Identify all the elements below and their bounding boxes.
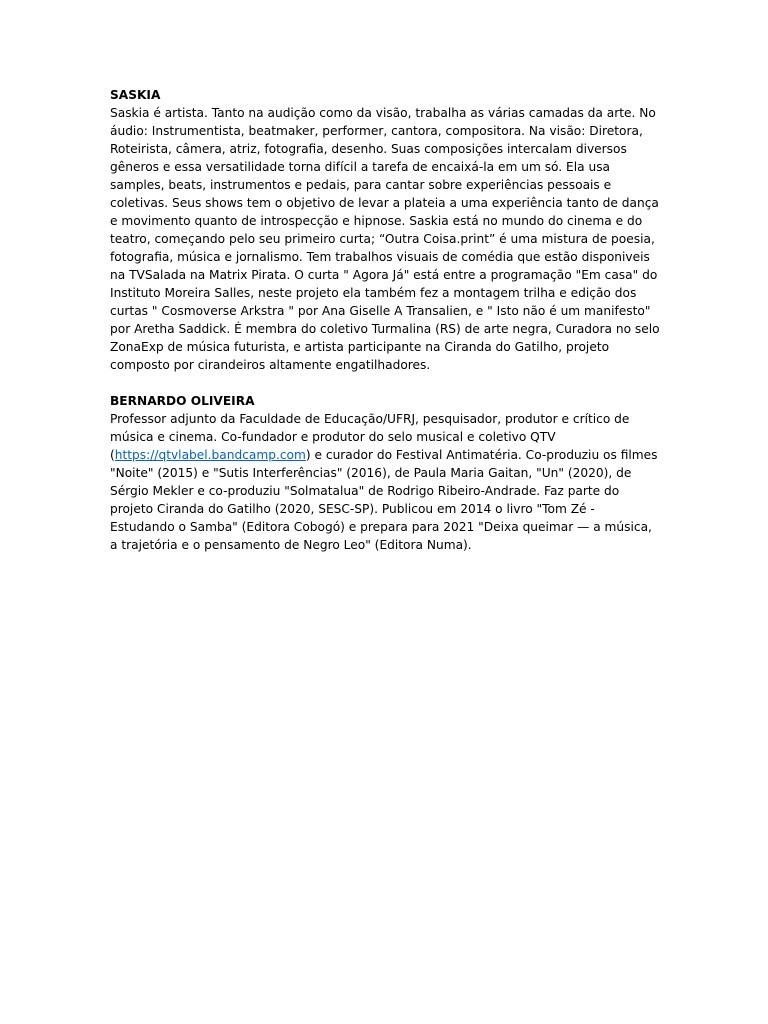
section-heading-bernardo: BERNARDO OLIVEIRA (110, 394, 255, 408)
bio-text-bernardo (110, 410, 660, 554)
bio-text-bernardo-part2: ) e curador do Festival Antimatéria. Co-produziu os filmes "Noite" (2015) e "Sutis Interferências" (2016), de Paula Maria Gaitan, "Un" (2020), de Sérgio Mekler e co-produziu "Solmatalua" de Rodrigo Ribeiro-Andrade. Faz parte do projeto Ciranda do Gatilho (2020, SESC-SP). Publicou em 2014 o livro "Tom Zé - Estudando o Samba" (Editora Cobogó) e prepara para 2021 "Deixa queimar — a música, a trajetória e o pensamento de Negro Leo" (Editora Numa). (110, 448, 658, 552)
bio-text-saskia: Saskia é artista. Tanto na audição como da visão, trabalha as várias camadas da arte. No áudio: Instrumentista, beatmaker, performer, cantora, compositora. Na visão: Diretora, Roteirista, câmera, atriz, fotografia, desenho. Suas composições intercalam diversos gêneros e essa versatilidade torna difícil a tarefa de encaixá-la em um só. Ela usa samples, beats, instrumentos e pedais, para cantar sobre experiências pessoais e coletivas. Seus shows tem o objetivo de levar a plateia a uma experiência tanto de dança e movimento quanto de introspecção e hipnose. Saskia está no mundo do cinema e do teatro, começando pelo seu primeiro curta; “Outra Coisa.print” é uma mistura de poesia, fotografia, música e jornalismo. Tem trabalhos visuais de comédia que estão disponiveis na TVSalada na Matrix Pirata. O curta " Agora Já" está entre a programação "Em casa" do Instituto Moreira Salles, neste projeto ela também fez a montagem trilha e edição dos curtas " Cosmoverse Arkstra " por Ana Giselle A Transalien, e " Isto não é um manifesto" por Aretha Saddick. É membra do coletivo Turmalina (RS) de arte negra, Curadora no selo ZonaExp de música futurista, e artista participante na Ciranda do Gatilho, projeto composto por cirandeiros altamente engatilhadores. (110, 106, 660, 372)
bandcamp-link[interactable]: https://qtvlabel.bandcamp.com (114, 448, 306, 462)
bio-section-bernardo (110, 392, 660, 554)
document-body (110, 86, 660, 554)
section-heading-saskia: SASKIA (110, 88, 161, 102)
bio-section-saskia (110, 86, 660, 374)
bio-text-bernardo-part1: Professor adjunto da Faculdade de Educação/UFRJ, pesquisador, produtor e crítico de música e cinema. Co-fundador e produtor do selo musical e coletivo QTV ( (110, 412, 630, 462)
